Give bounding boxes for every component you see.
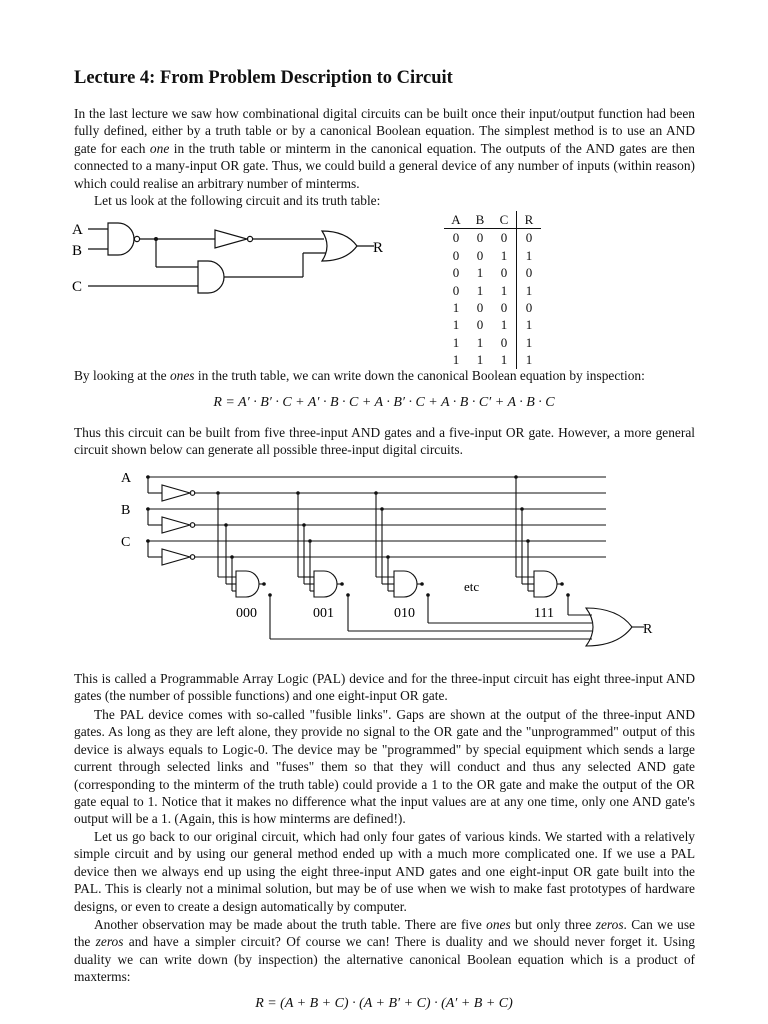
duality-emphasis-ones: ones [486,917,511,932]
intro-text-a: In the last lecture we saw how combinational digital circuits can be built once their input/output function had been fully defined, either by a truth table or by a canonical Boolean equation. The simplest method is to use an AND gate for each [74,106,695,156]
table-row [444,282,541,299]
table-row [444,247,541,264]
table-row [444,334,541,351]
intro-lookat-paragraph: Let us look at the following circuit and its truth table: [94,193,381,208]
tt-cell: 1 [492,282,517,299]
gate-label-010: 010 [394,606,415,621]
tt-cell: 0 [476,247,484,263]
inspection-text-a: By looking at the [74,368,170,383]
duality-text-b: but only three [510,917,596,932]
tt-cell: 0 [476,300,484,316]
fusible-links-paragraph: The PAL device comes with so-called "fusible links". Gaps are shown at the output of the three-input AND gates. As long as they are left alone, they provide no signal to the OR gate and the "unprogrammed" output of this device is always equals to Logic-0. The device may be "programmed" by special equipment which sends a large current through selected links and "fuses" them so that they will conduct and thus any selected AND gate (corresponding to the minterm of the truth table) could provide a 1 to the OR gate and make the output of the OR gate equal to 1. Notice that it makes no difference what the input values are at any one time, only one AND gate's output will be a 1. (Again, this is how minterms are defined!). [74,707,695,827]
duality-text-a: Another observation may be made about the truth table. There are five [94,917,487,932]
gate-label-000: 000 [236,606,257,621]
circuit1-label-r: R [373,240,384,256]
inspection-paragraph [74,367,695,384]
pal-label-b: B [121,503,131,518]
tt-cell: 0 [525,300,533,316]
tt-cell: 1 [525,247,533,263]
tt-cell: 1 [476,334,484,350]
tt-cell: 1 [452,300,460,316]
tt-cell: 0 [452,265,460,281]
tt-cell: 1 [525,317,533,333]
pal-label-r: R [643,622,653,637]
tt-cell: 1 [476,265,484,281]
inspection-text-b: in the truth table, we can write down the canonical Boolean equation by inspection: [194,368,645,383]
tt-cell: 0 [476,230,484,246]
tt-cell: 0 [476,317,484,333]
tt-cell: 1 [492,351,517,368]
tt-cell: 0 [492,264,517,281]
tt-cell: 1 [525,334,533,350]
duality-emphasis-zeros-2: zeros [95,934,124,950]
tt-cell: 0 [492,334,517,351]
circuit1-label-a: A [72,222,83,238]
intro-emphasis-one: one [149,140,170,156]
tt-cell: 1 [476,282,484,298]
general-circuit-paragraph: Thus this circuit can be built from five three-input AND gates and a five-input OR gate. However, a more general circuit shown below can generate all possible three-input digital circuits. [74,425,695,458]
tt-cell: 1 [525,352,533,368]
tt-cell: 0 [452,282,460,298]
table-row [444,316,541,333]
truth-table [444,211,541,369]
tt-header-a: A [444,211,468,229]
intro-text-b: in the truth table or minterm in the canonical equation. The outputs of the AND gates are then connected to a many-input OR gate. Thus, we could build a general device of any number of inputs (within reason) which could realise an arbitrary number of minterms. [74,140,695,191]
intro-paragraph [74,105,695,192]
tt-cell: 0 [525,230,533,246]
duality-emphasis-zeros: zeros [595,917,624,932]
tt-cell: 1 [476,352,484,368]
circuit-diagram-1 [60,215,400,305]
tt-header-r: R [517,211,542,229]
original-circuit-paragraph: Let us go back to our original circuit, which had only four gates of various kinds. We started with a relatively simple circuit and by using our general method ended up with a much more complicated one. If we use a PAL device then we always end up using the eight three-input AND gates and one eight-input OR gate built into the PAL. This is clearly not a minimal solution, but may be of use when we wish to make fast prototypes of hardware designs, or even to create a design automatically by computer. [74,829,695,914]
tt-header-c: C [492,211,517,229]
tt-cell: 1 [492,247,517,264]
pal-intro-paragraph: This is called a Programmable Array Logic (PAL) device and for the three-input circuit has eight three-input AND gates (the number of possible functions) and one eight-input OR gate. [74,671,695,704]
gate-label-111: 111 [534,606,554,621]
duality-text-c: . Can we use the [74,917,695,950]
tt-cell: 1 [452,352,460,368]
equation-minterms: R = A′ · B′ · C + A′ · B · C + A · B′ · C + A · B · C′ + A · B · C [213,395,555,410]
tt-cell: 0 [492,229,517,247]
tt-header-b: B [468,211,492,229]
duality-paragraph [74,916,695,986]
tt-cell: 0 [492,299,517,316]
table-row [444,264,541,281]
gate-label-001: 001 [313,606,334,621]
circuit1-label-b: B [72,243,83,259]
tt-cell: 1 [452,334,460,350]
tt-cell: 1 [492,316,517,333]
table-row [444,299,541,316]
duality-text-d: and have a simpler circuit? Of course we can! There is duality and we should never forget it. Using duality we can write down (by inspection) the alternative canonical Boolean equation which is a product of maxterms: [74,934,695,985]
equation-maxterms: R = (A + B + C) · (A + B′ + C) · (A′ + B + C) [255,996,513,1011]
tt-cell: 0 [452,247,460,263]
circuit1-label-c: C [72,279,83,295]
tt-cell: 1 [525,282,533,298]
inspection-emphasis-ones: ones [169,368,195,383]
table-row [444,229,541,247]
pal-label-a: A [121,471,132,486]
page-title: Lecture 4: From Problem Description to Circuit [74,68,453,88]
pal-circuit-diagram [110,465,670,650]
tt-cell: 0 [452,230,460,246]
tt-cell: 0 [525,265,533,281]
etc-label: etc [464,579,480,594]
tt-cell: 1 [452,317,460,333]
pal-label-c: C [121,535,131,550]
